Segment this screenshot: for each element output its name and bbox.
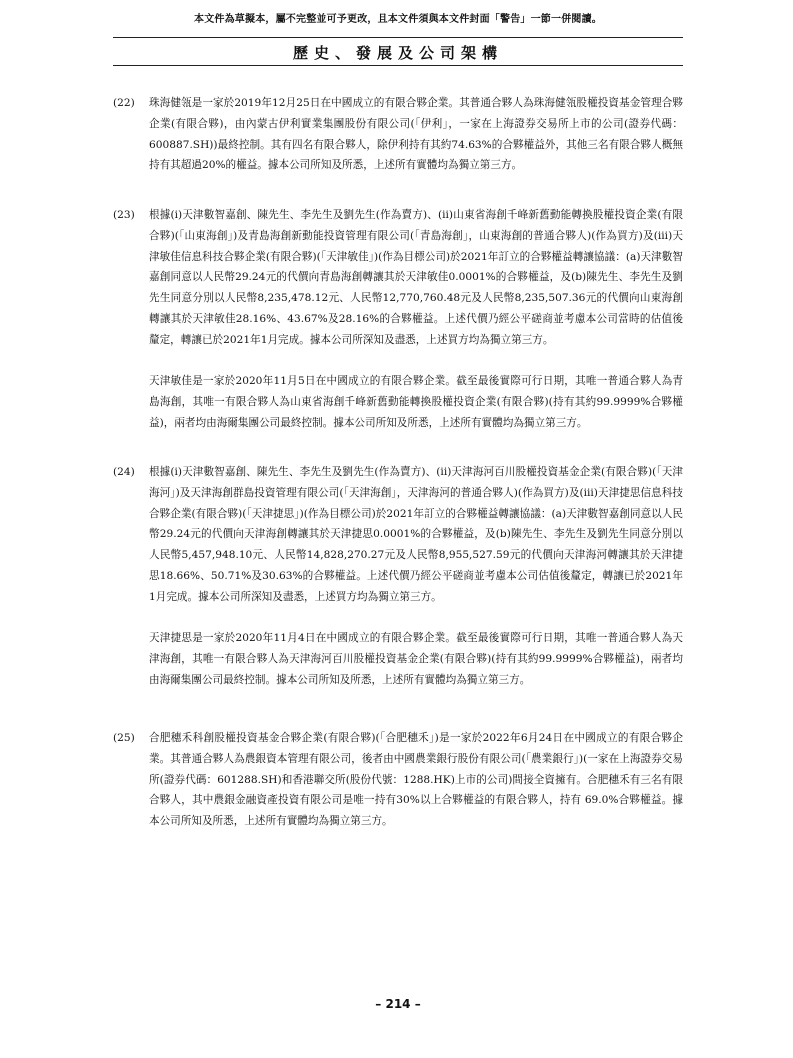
note-paragraph: 天津敏佳是一家於2020年11月5日在中國成立的有限合夥企業。截至最後實際可行日期，其唯一普通合夥人為青島海創，其唯一有限合夥人為山東省海創千峰新舊動能轉換股權投資企業(有限合夥)(持有其約99.9999%合夥權益)，兩者均由海爾集團公司最終控制。據本公司所知及所悉，上述所有實體均為獨立第三方。 (149, 375, 683, 429)
note-paragraph: 根據(i)天津數智嘉創、陳先生、李先生及劉先生(作為賣方)、(ii)天津海河百川股權投資基金企業(有限合夥)(「天津海河」)及天津海創群島投資管理有限公司(「天津海創」，天津海河的普通合夥人)(作為買方)及(iii)天津捷思信息科技合夥企業(有限合夥)(「天津捷思」)(作為目標公司)於2021年訂立的合夥權益轉讓協議：(a)天津數智嘉創同意以人民幣29.24元的代價向天津海創轉讓其於天津捷思0.0001%的合夥權益，及(b)陳先生、李先生及劉先生同意分別以人民幣5,457,948.10元、人民幣14,828,270.27元及人民幣8,955,527.59元的代價向天津海河轉讓其於天津捷思18.66%、50.71%及30.63%的合夥權益。上述代價乃經公平磋商並考慮本公司估值後釐定，轉讓已於2021年1月完成。據本公司所深知及盡悉，上述買方均為獨立第三方。 (149, 466, 683, 603)
note-23 (113, 205, 683, 434)
page-number: – 214 – (375, 997, 421, 1011)
header-rule-bottom (113, 65, 683, 66)
draft-notice: 本文件為草擬本，屬不完整並可予更改，且本文件須與本文件封面「警告」一節一併閱讀。 (194, 14, 602, 25)
note-22 (113, 93, 683, 176)
header-rule-top (113, 37, 683, 38)
note-25 (113, 728, 683, 832)
note-number: (24) (113, 466, 135, 478)
note-paragraph: 合肥穗禾科創股權投資基金合夥企業(有限合夥)(「合肥穗禾」)是一家於2022年6月24日在中國成立的有限合夥企業。其普通合夥人為農銀資本管理有限公司，後者由中國農業銀行股份有限公司(「農業銀行」)(一家在上海證券交易所(證券代碼：601288.SH)和香港聯交所(股份代號：1288.HK)上市的公司)間接全資擁有。合肥穗禾有三名有限合夥人，其中農銀金融資產投資有限公司是唯一持有30%以上合夥權益的有限合夥人，持有 69.0%合夥權益。據本公司所知及所悉，上述所有實體均為獨立第三方。 (149, 732, 683, 828)
note-paragraph: 根據(i)天津數智嘉創、陳先生、李先生及劉先生(作為賣方)、(ii)山東省海創千峰新舊動能轉換股權投資企業(有限合夥)(「山東海創」)及青島海創新動能投資管理有限公司(「青島海創」，山東海創的普通合夥人)(作為買方)及(iii)天津敏佳信息科技合夥企業(有限合夥)(「天津敏佳」)(作為目標公司)於2021年訂立的合夥權益轉讓協議：(a)天津數智嘉創同意以人民幣29.24元的代價向青島海創轉讓其於天津敏佳0.0001%的合夥權益，及(b)陳先生、李先生及劉先生同意分別以人民幣8,235,478.12元、人民幣12,770,760.48元及人民幣8,235,507.36元的代價向山東海創轉讓其於天津敏佳28.16%、43.67%及28.16%的合夥權益。上述代價乃經公平磋商並考慮本公司當時的估值後釐定，轉讓已於2021年1月完成。據本公司所深知及盡悉，上述買方均為獨立第三方。 (149, 209, 683, 346)
note-number: (23) (113, 209, 135, 221)
note-24 (113, 462, 683, 691)
note-number: (25) (113, 732, 135, 744)
note-number: (22) (113, 97, 135, 109)
chapter-title: 歷史、發展及公司架構 (292, 44, 503, 62)
note-paragraph: 珠海健瓴是一家於2019年12月25日在中國成立的有限合夥企業。其普通合夥人為珠海健瓴股權投資基金管理合夥企業(有限合夥)，由內蒙古伊利實業集團股份有限公司(「伊利」，一家在上海證券交易所上市的公司(證券代碼：600887.SH))最終控制。其有四名有限合夥人，除伊利持有其約74.63%的合夥權益外，其他三名有限合夥人概無持有其超過20%的權益。據本公司所知及所悉，上述所有實體均為獨立第三方。 (149, 97, 683, 172)
note-paragraph: 天津捷思是一家於2020年11月4日在中國成立的有限合夥企業。截至最後實際可行日期，其唯一普通合夥人為天津海創，其唯一有限合夥人為天津海河百川股權投資基金企業(有限合夥)(持有其約99.9999%合夥權益)，兩者均由海爾集團公司最終控制。據本公司所知及所悉，上述所有實體均為獨立第三方。 (149, 632, 683, 686)
